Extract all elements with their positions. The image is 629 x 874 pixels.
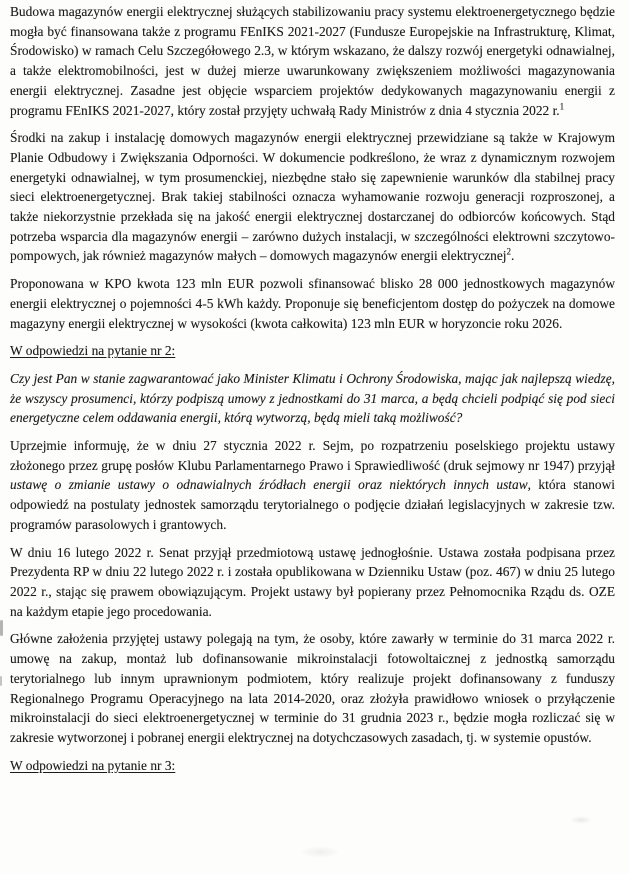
paragraph-senat: W dniu 16 lutego 2022 r. Senat przyjął przedmiotową ustawę jednogłośnie. Ustawa została podpisana przez Prezydenta RP w dniu 22 lutego 2022 r. i została opublikowana w Dzienniku Ustaw (poz. 467) w dniu 25 lutego 2022 r., stając się prawem obowiązującym. Projekt ustawy był popierany przez Pełnomocnika Rządu ds. OZE na każdym etapie jego procedowania.: [10, 544, 615, 619]
heading-text: W odpowiedzi na pytanie nr 2:: [10, 343, 176, 359]
paragraph-text: Uprzejmie informuję, że w dniu 27 stycznia 2022 r. Sejm, po rozpatrzeniu poselskiego projektu ustawy złożonego przez grupę posłów Klubu Parlamentarnego Prawo i Sprawiedliwość (druk sejmowy nr 1947) przyjął: [10, 438, 615, 473]
footnote-ref-2: 2: [506, 246, 512, 257]
heading-answer-question-3: [10, 756, 615, 776]
paragraph-feniks-funding: [10, 2, 615, 120]
heading-text: W odpowiedzi na pytanie nr 3:: [10, 757, 176, 773]
paragraph-text: Środki na zakup i instalację domowych magazynów energii elektrycznej przewidziane są także w Krajowym Planie Odbudowy i Zwiększania Odporności. W dokumencie podkreślono, że wraz z dynamicznym rozwojem energetyki odnawialnej, w tym prosumenckiej, niezbędne stało się zapewnienie warunków dla stabilnej pracy sieci elektroenergetycznej. Brak takiej stabilności oznacza wyhamowanie rozwoju generacji rozproszonej, a także niekorzystnie przekłada się na jakość energii elektrycznej dostarczanej do odbiorców końcowych. Stąd potrzeba wsparcia dla magazynów energii – zarówno dużych instalacji, w szczególności elektrowni szczytowo-pompowych, jak również magazynów małych – domowych magazynów energii elektrycznej: [10, 130, 615, 264]
paragraph-act-provisions: Główne założenia przyjętej ustawy polegają na tym, że osoby, które zawarły w terminie do 31 marca 2022 r. umowę na zakup, montaż lub dofinansowanie mikroinstalacji fotowoltaicznej z jednostką samorządu terytorialnego lub innym uprawnionym podmiotem, który realizuje projekt dofinansowany z funduszy Regionalnego Programu Operacyjnego na lata 2014-2020, oraz złożyła prawidłowo wniosek o przyłączenie mikroinstalacji do sieci elektroenergetycznej w terminie do 31 grudnia 2023 r., będzie mogła rozliczać się w zakresie wytworzonej i pobranej energii elektrycznej na dotychczasowych zasadach, tj. w systemie opustów.: [10, 631, 615, 745]
paragraph-text: Budowa magazynów energii elektrycznej służących stabilizowaniu pracy systemu elektroenergetycznego będzie mogła być finansowana także z programu FEnIKS 2021-2027 (Fundusze Europejskie na Infrastrukturę, Klimat, Środowisko) w ramach Celu Szczegółowego 2.3, w którym wskazano, że dalszy rozwój energetyki odnawialnej, a także elektromobilności, jest w dużej mierze uwarunkowany zwiększeniem możliwości magazynowania energii elektrycznej. Zasadne jest objęcie wsparciem projektów dedykowanych magazynowaniu energii z programu FEnIKS 2021-2027, który został przyjęty uchwałą Rady Ministrów z dnia 4 stycznia 2022 r.: [10, 4, 615, 118]
footnote-ref-1: 1: [559, 101, 565, 112]
paragraph-text: , która stanowi odpowiedź na postulaty jednostek samorządu terytorialnego o podjęcie działań legislacyjnych w zakresie tzw. programów parasolowych i grantowych.: [10, 477, 615, 532]
paragraph-kpo-amount: Proponowana w KPO kwota 123 mln EUR pozwoli sfinansować blisko 28 000 jednostkowych magazynów energii elektrycznej o pojemności 4-5 kWh każdy. Proponuje się beneficjentom dostęp do pożyczek na domowe magazyny energii elektrycznej w wysokości (kwota całkowita) 123 mln EUR w horyzoncie roku 2026.: [10, 276, 615, 331]
paragraph-text: .: [511, 248, 515, 264]
question-2-text: Czy jest Pan w stanie zagwarantować jako Minister Klimatu i Ochrony Środowiska, mając jak najlepszą wiedzę, że wszyscy prosumenci, którzy podpiszą umowy z jednostkami do 31 marca, a będą chcieli podpiąć się pod sieci energetyczne celem oddawania energii, którą wytworzą, będą mieli taką możliwość?: [10, 370, 615, 426]
paragraph-kpo-home-storage: [10, 128, 615, 266]
heading-answer-question-2: [10, 341, 615, 361]
paragraph-sejm-act: [10, 436, 615, 535]
act-title: ustawę o zmianie ustawy o odnawialnych źródłach energii oraz niektórych innych ustaw: [10, 477, 528, 493]
